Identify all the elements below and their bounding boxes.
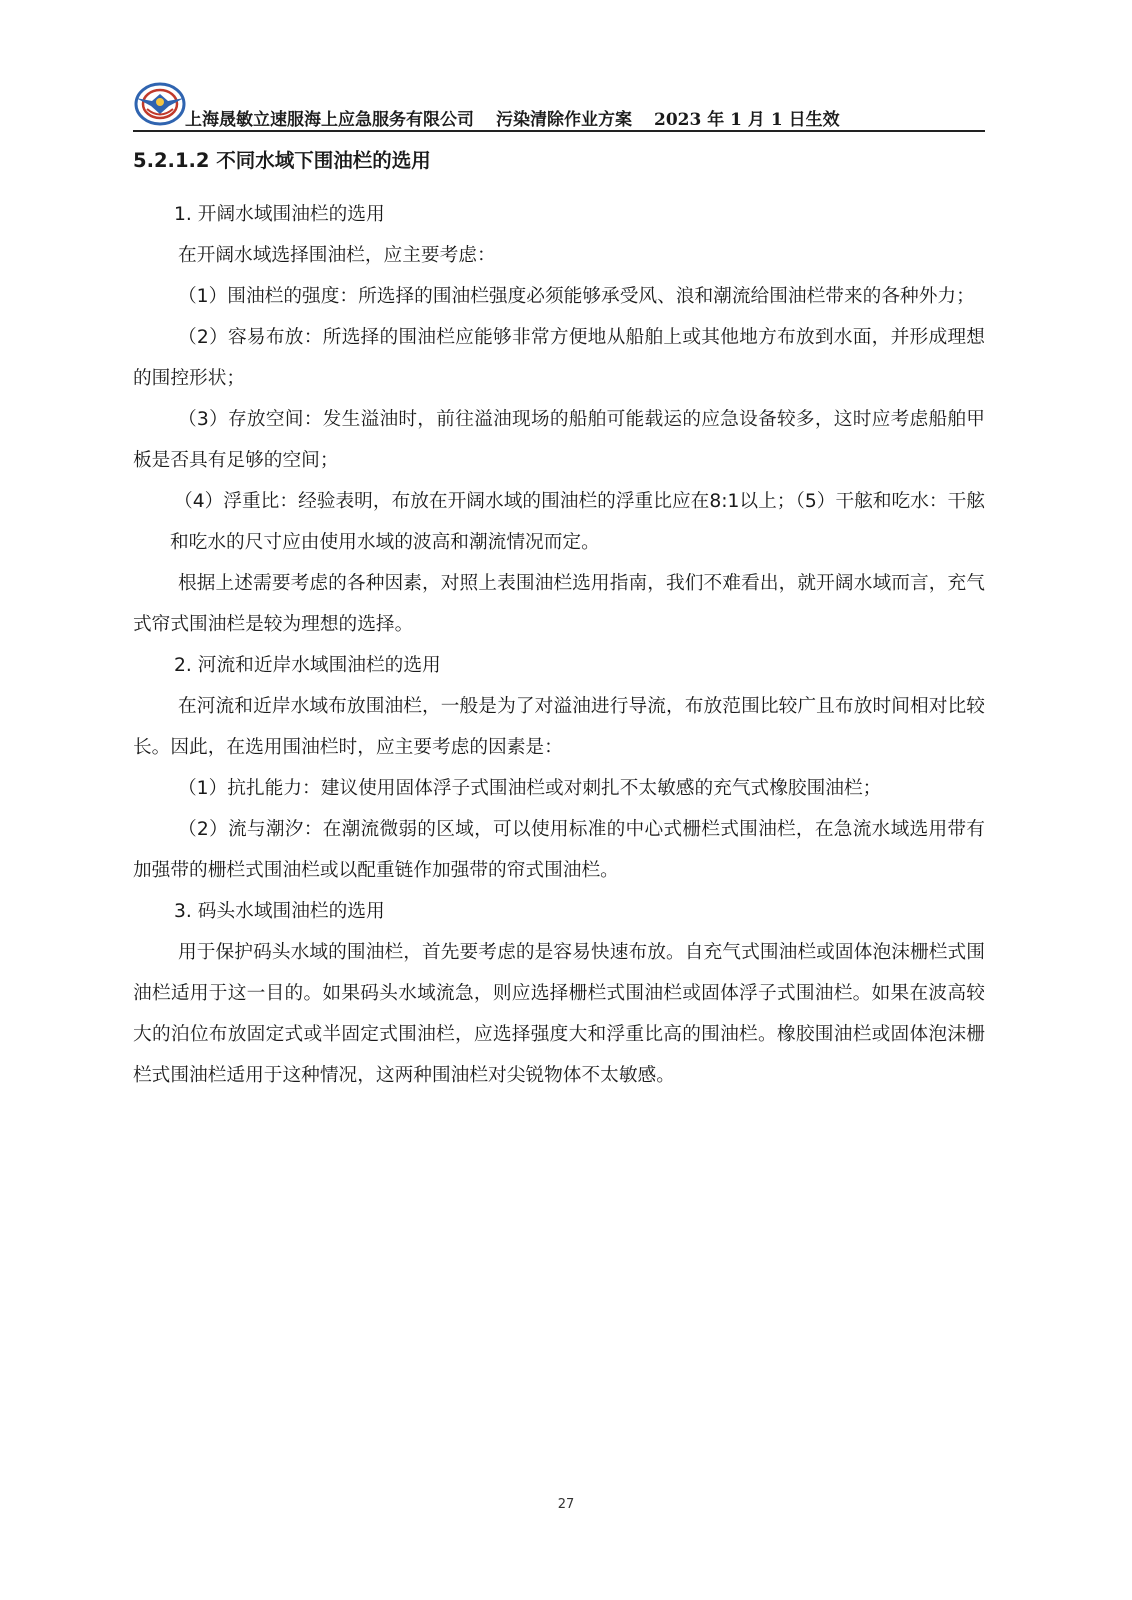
body-text: [133, 194, 985, 1096]
paragraph: （1）抗扎能力：建议使用固体浮子式围油栏或对刺扎不太敏感的充气式橡胶围油栏；: [178, 778, 882, 799]
list-heading-open-water: 1. 开阔水域围油栏的选用: [174, 204, 385, 225]
paragraph: 用于保护码头水域的围油栏，首先要考虑的是容易快速布放。自充气式围油栏或固体泡沫栅栏式围油栏适用于这一目的。如果码头水域流急，则应选择栅栏式围油栏或固体浮子式围油栏。如果在波高较大的泊位布放固定式或半固定式围油栏，应选择强度大和浮重比高的围油栏。橡胶围油栏或固体泡沫栅栏式围油栏适用于这种情况，这两种围油栏对尖锐物体不太敏感。: [133, 942, 985, 1086]
header-company: 上海晟敏立速服海上应急服务有限公司: [185, 110, 474, 130]
header-doc-title: 污染清除作业方案: [496, 110, 632, 130]
paragraph: 在开阔水域选择围油栏，应主要考虑：: [178, 245, 496, 266]
paragraph: （2）流与潮汐：在潮流微弱的区域，可以使用标准的中心式栅栏式围油栏，在急流水域选用带有加强带的栅栏式围油栏或以配重链作加强带的帘式围油栏。: [133, 819, 985, 881]
list-heading-wharf: 3. 码头水域围油栏的选用: [174, 901, 385, 922]
list-heading-river-coastal: 2. 河流和近岸水域围油栏的选用: [174, 655, 441, 676]
paragraph: （3）存放空间：发生溢油时，前往溢油现场的船舶可能载运的应急设备较多，这时应考虑船舶甲板是否具有足够的空间；: [133, 409, 985, 471]
header-text: [185, 102, 840, 130]
company-logo-icon: [133, 78, 187, 132]
page-number: 27: [557, 1497, 575, 1512]
header-effective-date: 2023 年 1 月 1 日生效: [654, 110, 840, 130]
paragraph: （1）围油栏的强度：所选择的围油栏强度必须能够承受风、浪和潮流给围油栏带来的各种外力；: [178, 286, 975, 307]
paragraph: （4）浮重比：经验表明，布放在开阔水域的围油栏的浮重比应在8:1以上；（5）干舷和吃水：干舷和吃水的尺寸应由使用水域的波高和潮流情况而定。: [170, 491, 985, 553]
paragraph: （2）容易布放：所选择的围油栏应能够非常方便地从船舶上或其他地方布放到水面，并形成理想的围控形状；: [133, 327, 985, 389]
page-header: [133, 78, 985, 134]
section-title: 5.2.1.2 不同水域下围油栏的选用: [133, 149, 431, 172]
paragraph: 在河流和近岸水域布放围油栏，一般是为了对溢油进行导流，布放范围比较广且布放时间相对比较长。因此，在选用围油栏时，应主要考虑的因素是：: [133, 696, 985, 758]
header-divider: [133, 130, 985, 132]
paragraph: 根据上述需要考虑的各种因素，对照上表围油栏选用指南，我们不难看出，就开阔水域而言，充气式帘式围油栏是较为理想的选择。: [133, 573, 985, 635]
